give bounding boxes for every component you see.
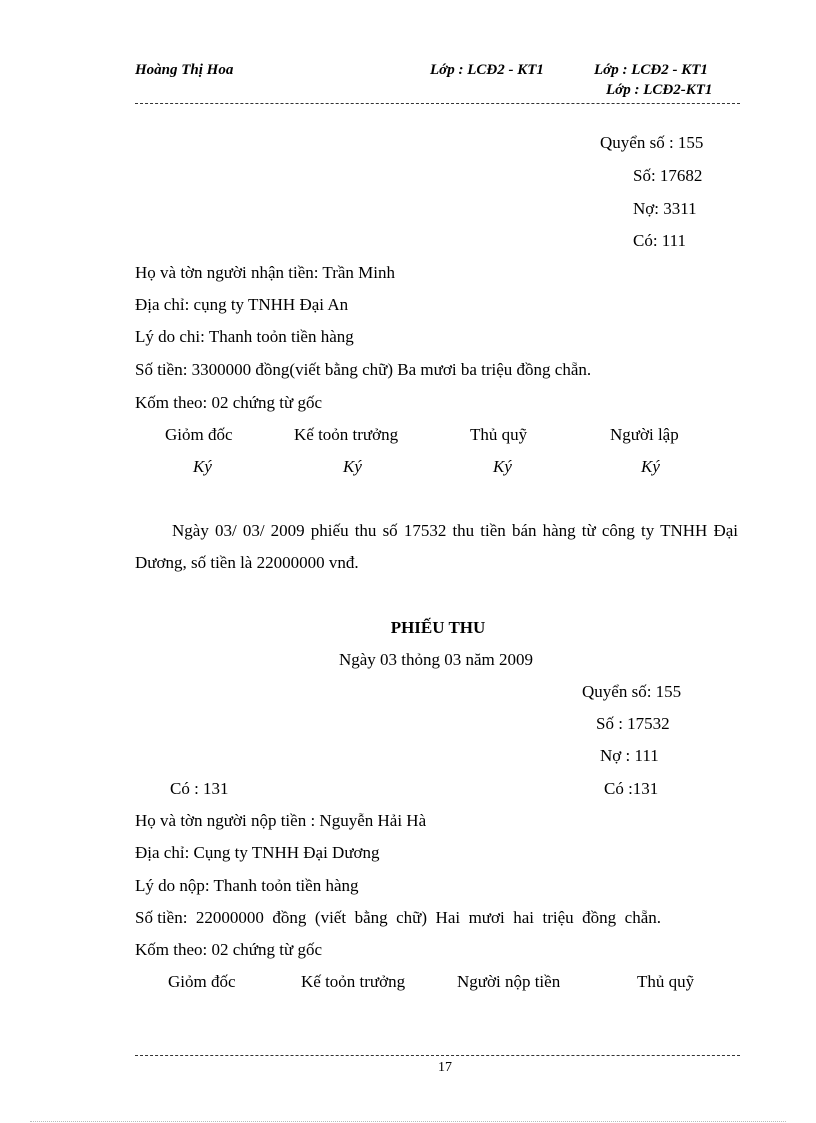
signer-director-2: Giỏm đốc	[168, 972, 236, 991]
voucher-number-2: Số : 17532	[596, 714, 670, 733]
header-rule	[135, 103, 740, 104]
signature-chief-accountant: Ký	[343, 457, 362, 476]
header-class-2: Lớp : LCĐ2 - KT1	[594, 62, 708, 78]
credit-account-right: Có :131	[604, 779, 659, 798]
amount-line-2: Số tiền: 22000000 đồng (viết bằng chữ) Hai mươi hai triệu đồng chẵn.	[135, 908, 661, 927]
header-author: Hoàng Thị Hoa	[135, 62, 234, 78]
page-number: 17	[438, 1060, 452, 1075]
transaction-paragraph-text: Ngày 03/ 03/ 2009 phiếu thu số 17532 thu tiền bán hàng từ công ty TNHH Đại Dương, số tiền là 22000000 vnđ.	[135, 521, 738, 572]
voucher-title: PHIẾU THU	[390, 618, 486, 637]
attached-line: Kốm theo: 02 chứng từ gốc	[135, 393, 322, 412]
receiver-line: Họ và tờn người nhận tiền: Trần Minh	[135, 263, 395, 282]
attached-line-2: Kốm theo: 02 chứng từ gốc	[135, 940, 322, 959]
credit-account: Có: 111	[633, 231, 687, 250]
transaction-paragraph	[135, 515, 738, 579]
page-edge-divider	[30, 1121, 786, 1122]
book-number-2: Quyển số: 155	[582, 682, 682, 701]
address-line: Địa chỉ: cụng ty TNHH Đại An	[135, 295, 349, 314]
signer-director: Giỏm đốc	[165, 425, 233, 444]
voucher-number: Số: 17682	[633, 166, 703, 185]
book-number: Quyển số : 155	[600, 133, 704, 152]
credit-account-left: Có : 131	[170, 779, 229, 798]
header-class-3: Lớp : LCĐ2-KT1	[606, 82, 713, 98]
signer-preparer: Người lập	[610, 425, 679, 444]
debit-account-2: Nợ : 111	[600, 746, 659, 765]
reason-line-2: Lý do nộp: Thanh toỏn tiền hàng	[135, 876, 359, 895]
payer-line: Họ và tờn người nộp tiền : Nguyễn Hải Hà	[135, 811, 427, 830]
signer-chief-accountant: Kế toỏn trưởng	[294, 425, 399, 444]
address-line-2: Địa chỉ: Cụng ty TNHH Đại Dương	[135, 843, 380, 862]
footer-rule	[135, 1055, 740, 1056]
signer-treasurer-2: Thủ quỹ	[637, 972, 695, 991]
signer-treasurer: Thủ quỹ	[470, 425, 528, 444]
reason-line: Lý do chi: Thanh toỏn tiền hàng	[135, 327, 354, 346]
signature-preparer: Ký	[641, 457, 660, 476]
debit-account: Nợ: 3311	[633, 199, 697, 218]
signature-treasurer: Ký	[493, 457, 512, 476]
signature-director: Ký	[193, 457, 212, 476]
signer-chief-accountant-2: Kế toỏn trưởng	[301, 972, 406, 991]
signer-payer: Người nộp tiền	[457, 972, 561, 991]
header-class-1: Lớp : LCĐ2 - KT1	[430, 62, 544, 78]
voucher-date: Ngày 03 thỏng 03 năm 2009	[338, 650, 534, 669]
amount-line: Số tiền: 3300000 đồng(viết bằng chữ) Ba mươi ba triệu đồng chẵn.	[135, 360, 592, 379]
